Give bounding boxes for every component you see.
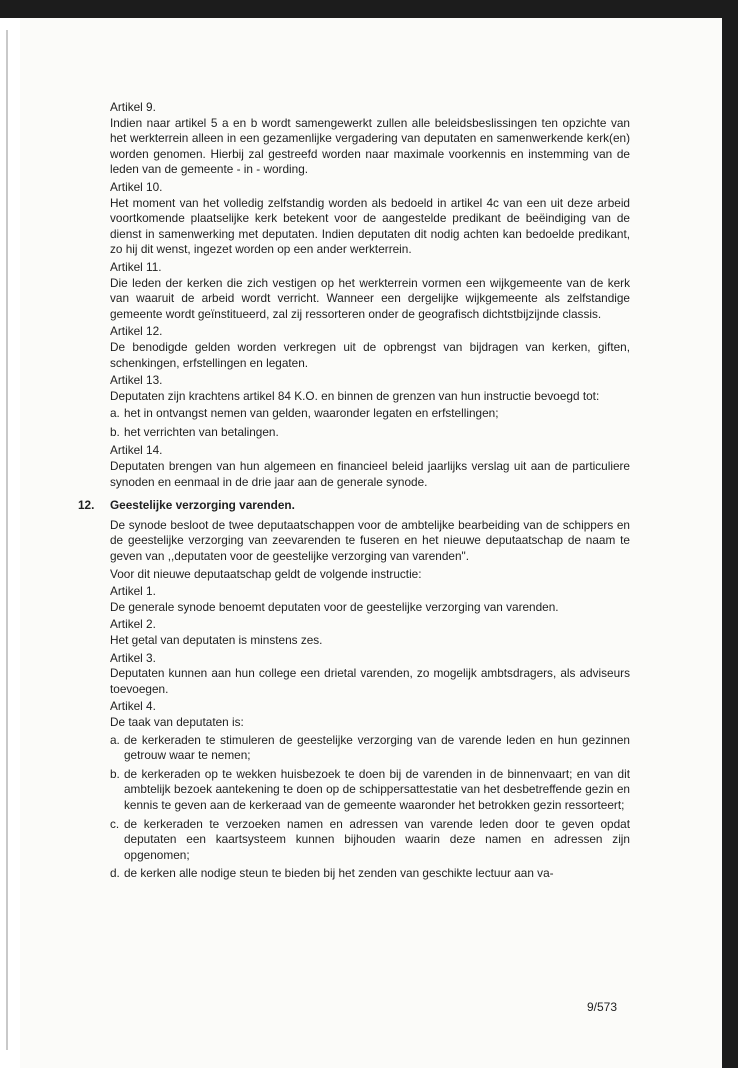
list-item-letter: a. bbox=[110, 732, 120, 747]
artikel-13-heading: Artikel 13. bbox=[110, 373, 163, 388]
artikel-11-text: Die leden der kerken die zich vestigen op het werkterrein vormen een wijkgemeente van de kerk van waaruit de arbeid wordt verricht. Wanneer een dergelijke wijkgemeente als zelfstandige gemeente wordt geïnstitueerd, zal zij ressorteren onder de geografisch dichtstbijzijnde classis. bbox=[110, 275, 630, 321]
scan-border-right bbox=[722, 0, 738, 1068]
artikel-14-text: Deputaten brengen van hun algemeen en financieel beleid jaarlijks verslag uit aan de particuliere synoden en eenmaal in de drie jaar aan de generale synode. bbox=[110, 459, 630, 489]
list-item bbox=[110, 406, 630, 422]
list-item bbox=[110, 817, 630, 864]
list-item-letter: a. bbox=[110, 406, 120, 421]
section-12-intro-2: Voor dit nieuwe deputaatschap geldt de volgende instructie: bbox=[110, 566, 422, 581]
artikel-13-text: Deputaten zijn krachtens artikel 84 K.O. en binnen de grenzen van hun instructie bevoegd tot: bbox=[110, 388, 600, 403]
s12-artikel-3-text: Deputaten kunnen aan hun college een drietal varenden, zo mogelijk ambtsdragers, als adviseurs toevoegen. bbox=[110, 666, 630, 696]
artikel-11-heading: Artikel 11. bbox=[110, 259, 162, 274]
s12-artikel-2-heading: Artikel 2. bbox=[110, 617, 156, 632]
artikel-9-heading: Artikel 9. bbox=[110, 100, 156, 114]
artikel-10-heading: Artikel 10. bbox=[110, 179, 163, 194]
s12-artikel-4-heading: Artikel 4. bbox=[110, 699, 156, 714]
section-number: 12. bbox=[78, 498, 95, 513]
list-item bbox=[110, 425, 630, 441]
list-item-letter: b. bbox=[110, 424, 120, 439]
list-item bbox=[110, 767, 630, 814]
s12-artikel-2-text: Het getal van deputaten is minstens zes. bbox=[110, 633, 323, 647]
s12-artikel-4-text: De taak van deputaten is: bbox=[110, 714, 244, 729]
scan-border-top bbox=[0, 0, 738, 18]
section-12-intro: De synode besloot de twee deputaatschappen voor de ambtelijke bearbeiding van de schippers en de geestelijke verzorging van zeevarenden te fuseren en het nieuwe deputaatschap de naam te geven van ,,deputaten voor de geestelijke verzorging van varenden". bbox=[110, 517, 630, 564]
artikel-12-heading: Artikel 12. bbox=[110, 324, 163, 339]
artikel-9-text: Indien naar artikel 5 a en b wordt samengewerkt zullen alle beleidsbeslissingen ten opzichte van het werkterrein alleen in een gezamenlijke vergadering van deputaten en samenwerkende kerk(en) worden genomen. Hierbij zal gestreefd worden naar maximale voorkennis en instemming van de leden van de gemeente - in - wording. bbox=[110, 115, 630, 177]
list-item bbox=[110, 733, 630, 764]
artikel-14-heading: Artikel 14. bbox=[110, 443, 163, 458]
document-body bbox=[78, 100, 630, 885]
list-item-text: het verrichten van betalingen. bbox=[124, 424, 279, 439]
page-number: 9/573 bbox=[587, 1000, 618, 1014]
list-item bbox=[110, 866, 630, 882]
list-item-text: de kerkeraden te stimuleren de geestelijke verzorging van de varende leden en hun gezinnen getrouw waar te nemen; bbox=[124, 732, 630, 763]
section-12-heading bbox=[78, 498, 630, 514]
s12-artikel-4-list bbox=[110, 733, 630, 882]
scan-edge-left bbox=[6, 30, 8, 1050]
artikel-10-text: Het moment van het volledig zelfstandig worden als bedoeld in artikel 4c van een uit deze arbeid voortkomende plaatselijke kerk betekent voor de aangestelde predikant de beëindiging van de dienst in samenwerking met deputaten. Indien deputaten dit nodig achten kan bedoelde predikant, zo hij dit wenst, ingezet worden op een ander werkterrein. bbox=[110, 195, 630, 257]
list-item-text: het in ontvangst nemen van gelden, waaronder legaten en erfstellingen; bbox=[124, 406, 499, 421]
list-item-text: de kerkeraden op te wekken huisbezoek te doen bij de varenden in de binnenvaart; en van dit ambtelijk bezoek aantekening te doen op de schippersattestatie van het desbetreffende gezin en kennis te geven aan de kerkeraad van de gemeente waaronder het betrokken gezin ressorteert; bbox=[124, 766, 630, 812]
list-item-text: de kerkeraden te verzoeken namen en adressen van varende leden door te geven opdat deputaten een kaartsysteem kunnen bijhouden waarin deze namen en adressen zijn opgenomen; bbox=[124, 816, 630, 862]
list-item-text: de kerken alle nodige steun te bieden bij het zenden van geschikte lectuur aan va- bbox=[124, 866, 554, 881]
artikel-13-list bbox=[110, 406, 630, 440]
section-title: Geestelijke verzorging varenden. bbox=[110, 498, 295, 513]
s12-artikel-3-heading: Artikel 3. bbox=[110, 650, 156, 665]
list-item-letter: c. bbox=[110, 816, 120, 831]
s12-artikel-1-text: De generale synode benoemt deputaten voor de geestelijke verzorging van varenden. bbox=[110, 599, 559, 614]
list-item-letter: d. bbox=[110, 866, 120, 881]
list-item-letter: b. bbox=[110, 766, 120, 781]
artikel-12-text: De benodigde gelden worden verkregen uit de opbrengst van bijdragen van kerken, giften, schenkingen, erfstellingen en legaten. bbox=[110, 339, 630, 370]
s12-artikel-1-heading: Artikel 1. bbox=[110, 584, 156, 599]
